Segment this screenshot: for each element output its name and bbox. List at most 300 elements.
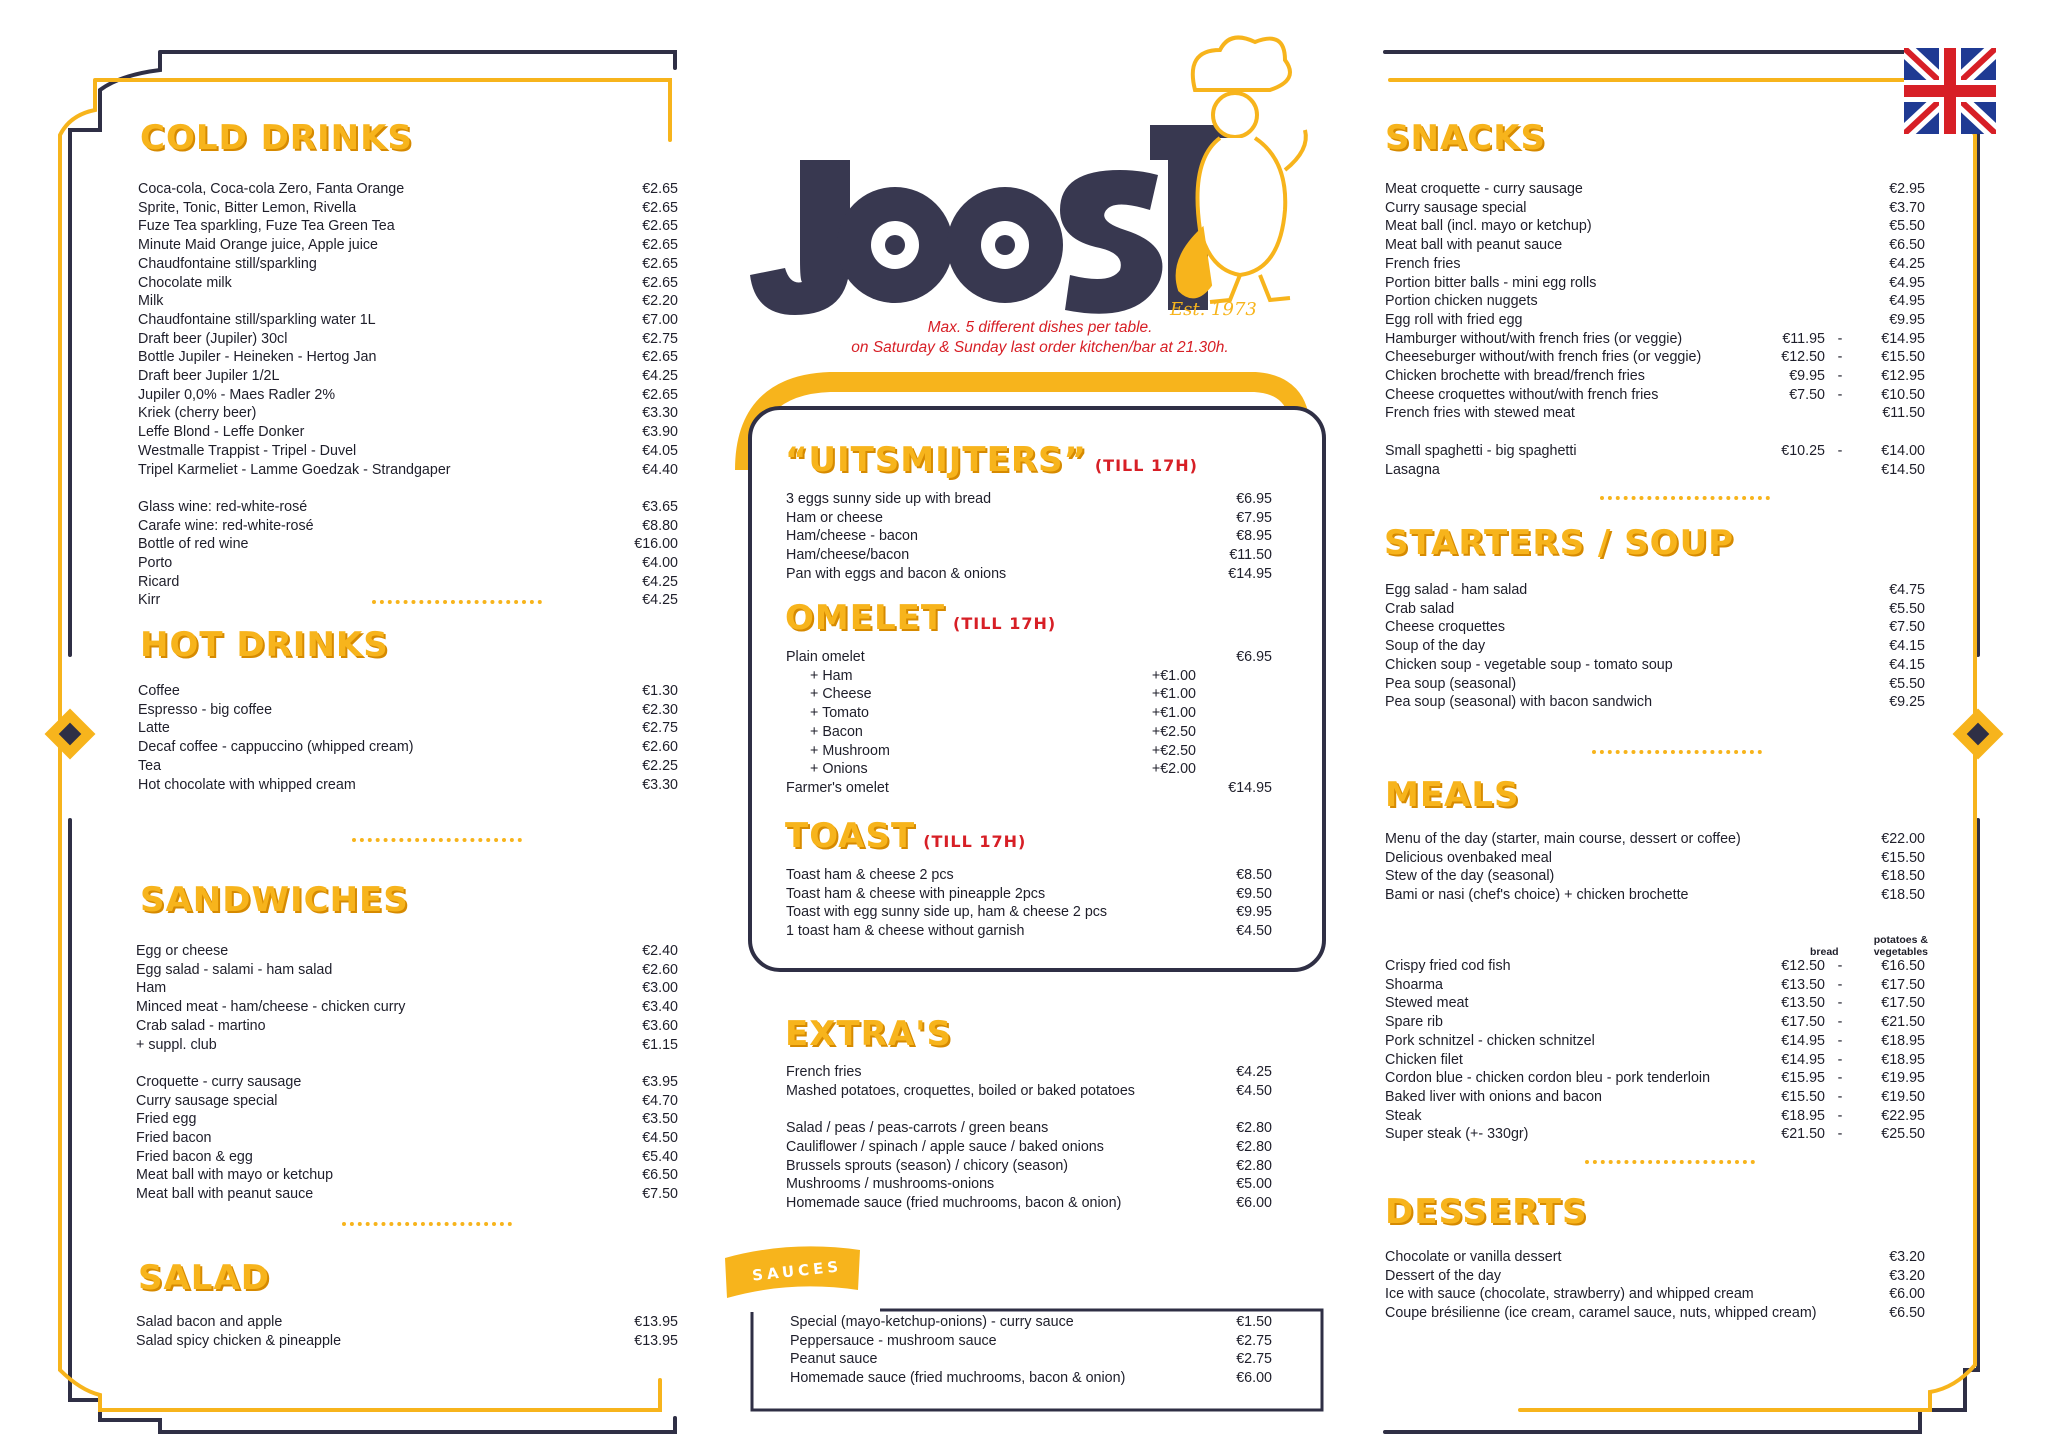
menu-item-extra [786, 667, 1272, 686]
item-name: Soup of the day [1385, 638, 1486, 655]
snacks-list [1385, 180, 1925, 479]
item-name: Ice with sauce (chocolate, strawberry) and whipped cream [1385, 1286, 1754, 1303]
item-price-small [1755, 461, 1825, 480]
item-name: Fried bacon & egg [136, 1148, 253, 1165]
item-price: +€1.00 [1151, 667, 1196, 684]
price-separator: - [1837, 1014, 1843, 1031]
item-price-small: €15.50 [1781, 1088, 1825, 1105]
item-name: Salad spicy chicken & pineapple [136, 1332, 342, 1349]
menu-item [786, 1063, 1272, 1082]
item-name: Homemade sauce (fried muchrooms, bacon & onion) [786, 1194, 1122, 1211]
item-name: Cheese croquettes without/with french fries [1385, 386, 1659, 403]
price-separator: - [1837, 442, 1843, 459]
diamond-icon [1952, 708, 2004, 760]
menu-item [136, 1148, 678, 1167]
menu-item [1385, 330, 1925, 349]
menu-item [1385, 367, 1925, 386]
item-price: €8.50 [1236, 867, 1272, 883]
menu-item [138, 701, 678, 720]
item-name: Curry sausage special [1385, 199, 1527, 216]
menu-item [1385, 404, 1925, 423]
item-name: Westmalle Trappist - Tripel - Duvel [138, 442, 357, 459]
col-potatoes-2: vegetables [1873, 946, 1928, 958]
menu-item [138, 498, 678, 517]
menu-item [1385, 217, 1925, 236]
menu-item [786, 1175, 1272, 1194]
item-name: Chicken brochette with bread/french fries [1385, 368, 1645, 385]
item-name: Chicken soup - vegetable soup - tomato soup [1385, 656, 1673, 673]
item-price: €5.40 [642, 1148, 678, 1165]
item-name: Bottle Jupiler - Heineken - Hertog Jan [138, 349, 377, 366]
spacer [136, 1054, 678, 1073]
menu-item [790, 1369, 1272, 1388]
item-name: Meat ball with mayo or ketchup [136, 1167, 334, 1184]
brand-est: Est. 1973 [1170, 299, 1257, 320]
item-name: Bami or nasi (chef's choice) + chicken brochette [1385, 887, 1689, 904]
omelet-till: (TILL 17H) [953, 614, 1057, 633]
price-separator [1825, 236, 1855, 255]
uitsmijters-till: (TILL 17H) [1094, 456, 1198, 475]
menu-item [138, 330, 678, 349]
item-price: €6.50 [1889, 1305, 1925, 1322]
item-price: €2.75 [642, 330, 678, 347]
menu-item [1385, 867, 1925, 886]
item-name: Mashed potatoes, croquettes, boiled or baked potatoes [786, 1082, 1135, 1099]
item-price-small: €12.50 [1781, 349, 1825, 366]
item-name: Sprite, Tonic, Bitter Lemon, Rivella [138, 199, 357, 216]
menu-item [138, 535, 678, 554]
item-price: €5.50 [1889, 600, 1925, 617]
menu-item [138, 348, 678, 367]
item-name: Shoarma [1385, 976, 1444, 993]
item-name: French fries [1385, 255, 1461, 272]
item-price-small: €15.95 [1781, 1070, 1825, 1087]
item-price: €22.95 [1881, 1107, 1925, 1124]
note-max-dishes: Max. 5 different dishes per table. [927, 319, 1153, 336]
item-price: €2.95 [1889, 181, 1925, 197]
item-price: €4.25 [1236, 1064, 1272, 1080]
item-price: €15.50 [1881, 849, 1925, 866]
item-price-small [1755, 236, 1825, 255]
item-name: Steak [1385, 1107, 1422, 1124]
menu-item [1385, 656, 1925, 675]
meals-column-headers [1808, 934, 1928, 958]
price-separator: - [1837, 1032, 1843, 1049]
item-price-small [1755, 255, 1825, 274]
menu-item [1385, 994, 1925, 1013]
diamond-icon [44, 708, 96, 760]
item-name: French fries [786, 1064, 862, 1080]
spacer [1385, 423, 1925, 442]
item-name: Salad / peas / peas-carrots / green beans [786, 1120, 1049, 1137]
item-price: €5.50 [1889, 218, 1925, 235]
starters-heading: STARTERS / SOUP [1384, 523, 1735, 563]
item-name: Meat croquette - curry sausage [1385, 181, 1583, 197]
menu-item [786, 509, 1272, 528]
menu-item [786, 885, 1272, 904]
starters-list [1385, 581, 1925, 712]
menu-item [786, 1138, 1272, 1157]
item-name: Egg salad - ham salad [1385, 582, 1528, 598]
item-price-small: €10.25 [1781, 442, 1825, 459]
item-name: Decaf coffee - cappuccino (whipped cream) [138, 739, 414, 756]
menu-item [138, 386, 678, 405]
menu-item [138, 757, 678, 776]
item-name: Mushrooms / mushrooms-onions [786, 1176, 995, 1193]
divider-dots [342, 1222, 512, 1226]
menu-item [786, 1119, 1272, 1138]
menu-item [1385, 1107, 1925, 1126]
item-name: Curry sausage special [136, 1092, 278, 1109]
item-price: €14.95 [1881, 330, 1925, 347]
item-price: €21.50 [1881, 1014, 1925, 1031]
item-price: €22.00 [1881, 831, 1925, 847]
item-price: €17.50 [1881, 976, 1925, 993]
menu-item-extra [786, 760, 1272, 779]
item-price: €6.00 [1236, 1194, 1272, 1211]
menu-item [1385, 255, 1925, 274]
cold-drinks-list [138, 180, 678, 610]
menu-item [786, 779, 1272, 798]
menu-item [138, 367, 678, 386]
item-price: €18.50 [1881, 868, 1925, 885]
item-name: Chocolate or vanilla dessert [1385, 1249, 1562, 1265]
item-name: Egg or cheese [136, 943, 229, 959]
item-price: €13.95 [634, 1332, 678, 1349]
item-price-small: €14.95 [1781, 1032, 1825, 1049]
item-price: €3.50 [642, 1111, 678, 1128]
divider-dots [1592, 750, 1762, 754]
menu-item [136, 1092, 678, 1111]
col-bread: bread [1810, 946, 1839, 958]
item-name: Ham/cheese/bacon [786, 547, 910, 564]
item-name: Kriek (cherry beer) [138, 405, 257, 422]
item-price-small [1755, 292, 1825, 311]
price-separator: - [1837, 1070, 1843, 1087]
item-name: Chocolate milk [138, 274, 232, 291]
menu-item [786, 903, 1272, 922]
item-price: €4.50 [642, 1130, 678, 1147]
menu-item [136, 1313, 678, 1332]
spacer [138, 479, 678, 498]
toast-heading [785, 816, 1026, 856]
menu-item [138, 311, 678, 330]
item-price: €7.95 [1236, 509, 1272, 526]
price-separator: - [1837, 368, 1843, 385]
item-price: €2.75 [1236, 1351, 1272, 1368]
meals-grill-list [1385, 957, 1925, 1144]
price-separator: - [1837, 1051, 1843, 1068]
menu-item [1385, 1285, 1925, 1304]
menu-item [786, 1157, 1272, 1176]
menu-item [1385, 236, 1925, 255]
item-name: 1 toast ham & cheese without garnish [786, 923, 1025, 940]
uitsmijters-title: “UITSMIJTERS” [785, 440, 1087, 480]
item-price-small: €12.50 [1781, 958, 1825, 974]
item-price: €3.65 [642, 498, 678, 515]
price-separator: - [1837, 386, 1843, 403]
item-name: Coca-cola, Coca-cola Zero, Fanta Orange [138, 181, 405, 197]
price-separator [1825, 461, 1855, 480]
item-name: Milk [138, 293, 164, 310]
item-price: €3.40 [642, 999, 678, 1016]
item-name: 3 eggs sunny side up with bread [786, 491, 992, 507]
uk-flag-icon[interactable] [1904, 48, 1996, 134]
menu-item [1385, 1013, 1925, 1032]
menu-item [138, 442, 678, 461]
item-name: Hamburger without/with french fries (or veggie) [1385, 330, 1683, 347]
item-name: Dessert of the day [1385, 1267, 1502, 1284]
menu-item [1385, 618, 1925, 637]
menu-item [1385, 1032, 1925, 1051]
item-name: Latte [138, 720, 170, 737]
menu-item [1385, 957, 1925, 976]
menu-item [1385, 461, 1925, 480]
price-separator: - [1837, 349, 1843, 366]
item-price: €14.95 [1228, 565, 1272, 582]
menu-item [1385, 600, 1925, 619]
menu-item [786, 1082, 1272, 1101]
item-price-small: €18.95 [1781, 1107, 1825, 1124]
menu-item [786, 922, 1272, 941]
salad-list [136, 1313, 678, 1350]
item-name: Small spaghetti - big spaghetti [1385, 442, 1577, 459]
item-price: €4.75 [1889, 582, 1925, 598]
omelet-list [786, 648, 1272, 798]
item-price: €2.65 [642, 199, 678, 216]
item-name: Minced meat - ham/cheese - chicken curry [136, 999, 406, 1016]
item-name: Pan with eggs and bacon & onions [786, 565, 1007, 582]
item-price: €2.65 [642, 218, 678, 235]
item-name: Ricard [138, 573, 180, 590]
item-name: Ham or cheese [786, 509, 883, 526]
toast-title: TOAST [785, 816, 916, 856]
item-price: €3.30 [642, 776, 678, 793]
item-name: Salad bacon and apple [136, 1314, 283, 1330]
item-name: Super steak (+- 330gr) [1385, 1126, 1529, 1143]
item-name: Plain omelet [786, 649, 865, 665]
item-name: + Mushroom [810, 742, 890, 759]
item-name: Chicken filet [1385, 1051, 1463, 1068]
item-price: €1.50 [1236, 1314, 1272, 1330]
menu-item [1385, 1125, 1925, 1144]
item-price: €2.65 [642, 274, 678, 291]
item-price: €4.00 [642, 555, 678, 572]
item-price: €5.50 [1889, 675, 1925, 692]
item-name: Portion chicken nuggets [1385, 293, 1538, 310]
menu-item [138, 255, 678, 274]
item-price: €10.50 [1881, 386, 1925, 403]
menu-item [790, 1313, 1272, 1332]
menu-item [136, 1017, 678, 1036]
meals-list [1385, 830, 1925, 905]
item-price: €4.25 [642, 368, 678, 385]
item-name: Glass wine: red-white-rosé [138, 498, 308, 515]
menu-item-extra [786, 723, 1272, 742]
item-price: €7.50 [642, 1186, 678, 1203]
menu-item [138, 554, 678, 573]
item-price-small: €21.50 [1781, 1126, 1825, 1143]
menu-item [1385, 1069, 1925, 1088]
menu-item [1385, 180, 1925, 199]
price-separator: - [1837, 958, 1843, 974]
item-name: Fried bacon [136, 1130, 212, 1147]
item-price: €2.75 [642, 720, 678, 737]
menu-item [136, 1332, 678, 1351]
salad-heading: SALAD [138, 1258, 271, 1298]
item-price: +€1.00 [1151, 686, 1196, 703]
menu-item [1385, 274, 1925, 293]
item-price: €18.95 [1881, 1032, 1925, 1049]
item-price: €2.40 [642, 943, 678, 959]
uitsmijters-heading [785, 440, 1198, 480]
menu-item [136, 961, 678, 980]
item-price: €2.60 [642, 961, 678, 978]
item-name: Stewed meat [1385, 995, 1469, 1012]
item-price: €19.95 [1881, 1070, 1925, 1087]
menu-item [786, 565, 1272, 584]
item-price: €3.70 [1889, 199, 1925, 216]
item-price: €4.05 [642, 442, 678, 459]
item-price-small: €11.95 [1782, 330, 1825, 347]
uitsmijters-list [786, 490, 1272, 584]
menu-item [790, 1350, 1272, 1369]
item-price: €4.25 [642, 573, 678, 590]
item-price: €6.50 [642, 1167, 678, 1184]
item-price: €11.50 [1229, 547, 1272, 564]
item-price: €2.65 [642, 181, 678, 197]
menu-item [138, 719, 678, 738]
price-separator [1825, 199, 1855, 218]
brand-logo [740, 30, 1320, 325]
menu-item [136, 998, 678, 1017]
item-name: Croquette - curry sausage [136, 1073, 302, 1090]
item-price: €4.50 [1236, 923, 1272, 940]
spacer [786, 1100, 1272, 1119]
price-separator: - [1837, 995, 1843, 1012]
item-name: Spare rib [1385, 1014, 1444, 1031]
item-price-small [1755, 274, 1825, 293]
item-name: Crab salad - martino [136, 1017, 266, 1034]
item-name: Espresso - big coffee [138, 701, 273, 718]
item-price: €15.50 [1881, 349, 1925, 366]
menu-item [138, 404, 678, 423]
divider-dots [1585, 1160, 1755, 1164]
menu-item [1385, 675, 1925, 694]
menu-item [1385, 1088, 1925, 1107]
item-name: Lasagna [1385, 461, 1440, 478]
item-price: €1.30 [642, 683, 678, 699]
item-price: €16.50 [1881, 958, 1925, 974]
item-price: €3.20 [1889, 1249, 1925, 1265]
item-price: €6.00 [1889, 1286, 1925, 1303]
menu-item [1385, 849, 1925, 868]
item-name: + Bacon [810, 723, 863, 740]
item-price: €9.95 [1236, 904, 1272, 921]
menu-item [138, 517, 678, 536]
price-separator: - [1837, 1126, 1843, 1143]
item-price: €3.30 [642, 405, 678, 422]
price-separator [1825, 274, 1855, 293]
price-separator [1825, 292, 1855, 311]
item-price: €8.95 [1236, 528, 1272, 545]
price-separator [1825, 180, 1855, 199]
item-price: +€1.00 [1151, 705, 1196, 722]
item-name: + Tomato [810, 705, 869, 722]
item-name: Cheese croquettes [1385, 619, 1506, 636]
menu-item [136, 1129, 678, 1148]
menu-item [136, 979, 678, 998]
menu-item [1385, 637, 1925, 656]
item-name: Fried egg [136, 1111, 197, 1128]
item-name: Crab salad [1385, 600, 1455, 617]
item-price-small: €14.95 [1781, 1051, 1825, 1068]
price-separator: - [1837, 1088, 1843, 1105]
menu-item [1385, 581, 1925, 600]
item-name: Coffee [138, 683, 180, 699]
hot-drinks-heading: HOT DRINKS [140, 625, 389, 665]
menu-item [138, 461, 678, 480]
item-name: Pea soup (seasonal) with bacon sandwich [1385, 694, 1653, 711]
item-name: Brussels sprouts (season) / chicory (season) [786, 1157, 1069, 1174]
divider-dots [372, 600, 542, 604]
item-name: French fries with stewed meat [1385, 405, 1575, 422]
item-price: €2.65 [642, 386, 678, 403]
price-separator: - [1837, 976, 1843, 993]
item-price: €3.00 [642, 980, 678, 997]
item-name: Peanut sauce [790, 1351, 878, 1368]
item-name: Menu of the day (starter, main course, dessert or coffee) [1385, 831, 1741, 847]
item-price: €4.15 [1889, 638, 1925, 655]
menu-item [1385, 976, 1925, 995]
toast-list [786, 866, 1272, 941]
item-price: €6.95 [1236, 649, 1272, 665]
item-price: €1.15 [642, 1036, 678, 1053]
menu-item [786, 866, 1272, 885]
menu-item [1385, 886, 1925, 905]
item-price: €3.60 [642, 1017, 678, 1034]
price-separator [1825, 311, 1855, 330]
menu-item [136, 1073, 678, 1092]
item-name: Chaudfontaine still/sparkling [138, 255, 317, 272]
menu-item [1385, 292, 1925, 311]
item-price: €13.95 [634, 1314, 678, 1330]
item-price: €9.95 [1889, 311, 1925, 328]
item-price-small [1755, 217, 1825, 236]
item-price: €3.95 [642, 1073, 678, 1090]
item-price: €2.30 [642, 701, 678, 718]
item-name: Delicious ovenbaked meal [1385, 849, 1552, 866]
item-price: €2.20 [642, 293, 678, 310]
item-name: Farmer's omelet [786, 779, 889, 796]
item-name: Coupe brésilienne (ice cream, caramel sauce, nuts, whipped cream) [1385, 1305, 1817, 1322]
item-price: €14.00 [1881, 442, 1925, 459]
item-name: Toast with egg sunny side up, ham & cheese 2 pcs [786, 904, 1108, 921]
menu-item [138, 217, 678, 236]
item-name: Portion bitter balls - mini egg rolls [1385, 274, 1597, 291]
item-price: €6.50 [1889, 237, 1925, 254]
item-price-small: €17.50 [1781, 1014, 1825, 1031]
item-name: Kirr [138, 592, 161, 609]
item-price: €3.20 [1889, 1267, 1925, 1284]
sauces-label: SAUCES [751, 1257, 843, 1285]
menu-item [786, 546, 1272, 565]
menu-item [138, 236, 678, 255]
item-price: €4.95 [1889, 293, 1925, 310]
item-price-small: €7.50 [1789, 386, 1825, 403]
menu-item [136, 1166, 678, 1185]
item-price: €4.15 [1889, 656, 1925, 673]
